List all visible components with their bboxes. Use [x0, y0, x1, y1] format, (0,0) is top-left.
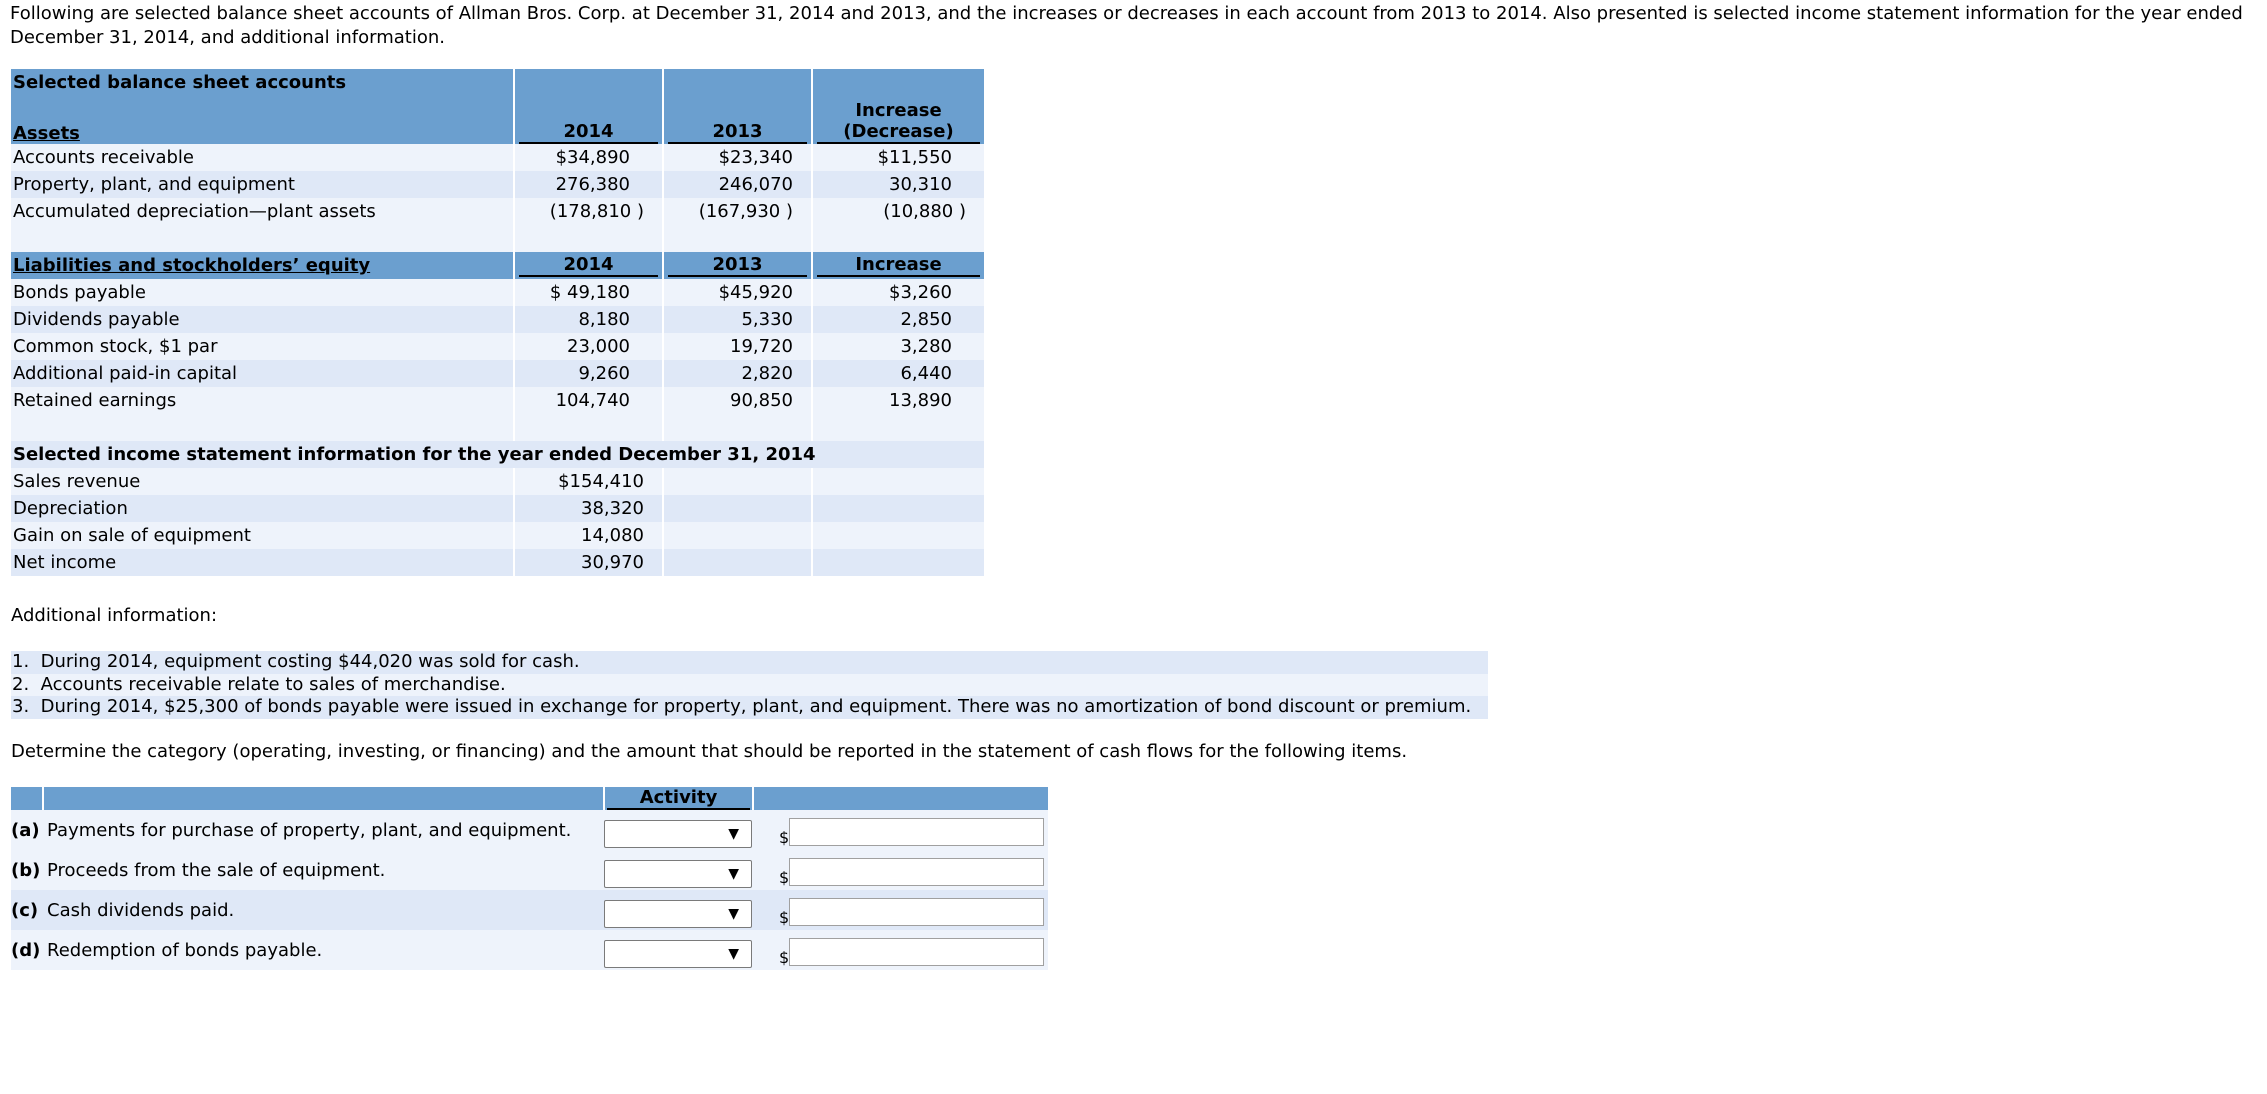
table-row	[11, 279, 984, 306]
additional-info-label: Additional information:	[11, 605, 218, 626]
value-change: 30,310	[812, 171, 984, 198]
account-name: Retained earnings	[11, 387, 514, 414]
activity-select[interactable]	[604, 900, 752, 928]
table-row	[11, 549, 984, 576]
value-2014: 23,000	[514, 333, 663, 360]
item-label: (b)	[11, 850, 43, 890]
assets-header-label: Assets	[13, 123, 80, 144]
value-2013: $45,920	[663, 279, 812, 306]
answer-row	[11, 930, 1048, 970]
value-change: (10,880 )	[812, 198, 984, 225]
table-row	[11, 333, 984, 360]
item-label: (d)	[11, 930, 43, 970]
value-2014: 9,260	[514, 360, 663, 387]
value-2013: 19,720	[663, 333, 812, 360]
value-change: 3,280	[812, 333, 984, 360]
amount-input[interactable]	[789, 898, 1044, 926]
income-item-value: $154,410	[514, 468, 663, 495]
spacer-row	[11, 414, 984, 441]
value-change: 13,890	[812, 387, 984, 414]
note-item: 3. During 2014, $25,300 of bonds payable were issued in exchange for property, plant, and equipment. There was no amortization of bond discount or premium.	[11, 696, 1488, 719]
value-2013: (167,930 )	[663, 198, 812, 225]
assets-col-change-line2: (Decrease)	[817, 121, 980, 144]
income-item-name: Net income	[11, 549, 514, 576]
table-row	[11, 171, 984, 198]
assets-col-2014: 2014	[519, 121, 658, 144]
answer-row	[11, 890, 1048, 930]
liabilities-col-2014: 2014	[519, 254, 658, 277]
balance-sheet-table	[11, 69, 984, 576]
value-2014: 276,380	[514, 171, 663, 198]
table-row	[11, 144, 984, 171]
chevron-down-icon: ▼	[728, 826, 739, 842]
account-name: Bonds payable	[11, 279, 514, 306]
activity-header: Activity	[607, 787, 750, 810]
item-description: Cash dividends paid.	[43, 890, 604, 930]
liabilities-col-2013: 2013	[668, 254, 807, 277]
dollar-sign: $	[779, 827, 790, 847]
answer-row	[11, 810, 1048, 850]
table-row	[11, 198, 984, 225]
activity-select[interactable]	[604, 940, 752, 968]
income-statement-title: Selected income statement information for the year ended December 31, 2014	[11, 441, 984, 468]
table-row	[11, 522, 984, 549]
table-row	[11, 468, 984, 495]
value-2013: 90,850	[663, 387, 812, 414]
answer-row	[11, 850, 1048, 890]
value-2014: 104,740	[514, 387, 663, 414]
liabilities-header-label: Liabilities and stockholders’ equity	[13, 255, 371, 276]
value-change: $3,260	[812, 279, 984, 306]
value-2014: $34,890	[514, 144, 663, 171]
amount-input[interactable]	[789, 938, 1044, 966]
intro-text: Following are selected balance sheet accounts of Allman Bros. Corp. at December 31, 2014 and 2013, and the increases or decreases in each account from 2013 to 2014. Also presented is selected income statement information for the year ended December 31, 2014, and additional information.	[10, 3, 2243, 48]
value-2014: $ 49,180	[514, 279, 663, 306]
table-row	[11, 306, 984, 333]
item-label: (c)	[11, 890, 43, 930]
value-2013: 2,820	[663, 360, 812, 387]
liabilities-header-row	[11, 252, 984, 279]
value-change: 6,440	[812, 360, 984, 387]
income-statement-title-row	[11, 441, 984, 468]
item-description: Payments for purchase of property, plant, and equipment.	[43, 810, 604, 850]
dollar-sign: $	[779, 867, 790, 887]
assets-col-2013: 2013	[668, 121, 807, 144]
income-item-name: Depreciation	[11, 495, 514, 522]
value-2013: $23,340	[663, 144, 812, 171]
account-name: Dividends payable	[11, 306, 514, 333]
account-name: Property, plant, and equipment	[11, 171, 514, 198]
table-row	[11, 387, 984, 414]
table-row	[11, 495, 984, 522]
activity-select[interactable]	[604, 820, 752, 848]
assets-col-change-line1: Increase	[855, 100, 942, 121]
balance-sheet-title: Selected balance sheet accounts	[11, 69, 514, 96]
account-name: Accounts receivable	[11, 144, 514, 171]
assets-header-row	[11, 96, 984, 144]
value-change: $11,550	[812, 144, 984, 171]
income-item-name: Gain on sale of equipment	[11, 522, 514, 549]
dollar-sign: $	[779, 907, 790, 927]
income-item-value: 14,080	[514, 522, 663, 549]
item-label: (a)	[11, 810, 43, 850]
value-2013: 246,070	[663, 171, 812, 198]
value-2014: (178,810 )	[514, 198, 663, 225]
value-2014: 8,180	[514, 306, 663, 333]
note-item: 1. During 2014, equipment costing $44,020 was sold for cash.	[11, 651, 1488, 674]
account-name: Common stock, $1 par	[11, 333, 514, 360]
activity-select[interactable]	[604, 860, 752, 888]
chevron-down-icon: ▼	[728, 866, 739, 882]
item-description: Redemption of bonds payable.	[43, 930, 604, 970]
instruction-text: Determine the category (operating, investing, or financing) and the amount that should be reported in the statement of cash flows for the following items.	[11, 741, 1408, 762]
account-name: Additional paid-in capital	[11, 360, 514, 387]
income-item-value: 30,970	[514, 549, 663, 576]
table-row	[11, 360, 984, 387]
income-item-value: 38,320	[514, 495, 663, 522]
note-item: 2. Accounts receivable relate to sales of merchandise.	[11, 674, 1488, 697]
account-name: Accumulated depreciation—plant assets	[11, 198, 514, 225]
chevron-down-icon: ▼	[728, 946, 739, 962]
amount-input[interactable]	[789, 818, 1044, 846]
item-description: Proceeds from the sale of equipment.	[43, 850, 604, 890]
balance-sheet-title-row	[11, 69, 984, 96]
amount-input[interactable]	[789, 858, 1044, 886]
additional-notes	[11, 651, 1488, 719]
dollar-sign: $	[779, 947, 790, 967]
value-change: 2,850	[812, 306, 984, 333]
spacer-row	[11, 225, 984, 252]
income-item-name: Sales revenue	[11, 468, 514, 495]
answer-table	[11, 787, 1048, 970]
chevron-down-icon: ▼	[728, 906, 739, 922]
answer-header-row	[11, 787, 1048, 810]
liabilities-col-change: Increase	[817, 254, 980, 277]
value-2013: 5,330	[663, 306, 812, 333]
